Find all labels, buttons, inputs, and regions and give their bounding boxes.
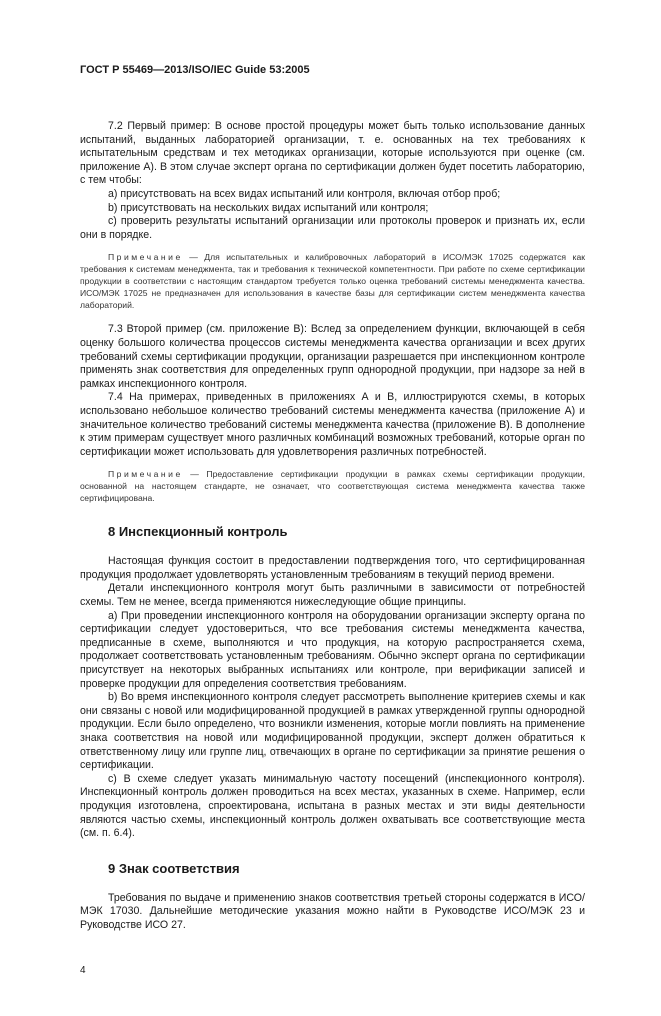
- list-item-c: c) В схеме следует указать минимальную частоту посещений (инспекционного контроля). Инспекционный контроль должен проводиться на всех местах, указанных в схеме. Например, если продукция изготовлена, спроектирована, испытана в разных местах и эти виды деятельности являются частью схемы, инспекционный контроль должен охватывать все соответствующие места (см. п. 6.4).: [80, 772, 585, 840]
- note-label: Примечание: [108, 252, 183, 263]
- list-item-c: c) проверить результаты испытаний организации или протоколы проверок и признать их, если они в порядке.: [80, 215, 585, 241]
- note-text: — Предоставление сертификации продукции в рамках схемы сертификации продукции, основанной на настоящем стандарте, не означает, что соответствующая система менеджмента качества также сертифицирована.: [80, 469, 585, 504]
- paragraph: Настоящая функция состоит в предоставлении подтверждения того, что сертифицированная продукция продолжает удовлетворять установленным требованиям в текущий период времени.: [80, 555, 585, 581]
- list-item-a: a) присутствовать на всех видах испытаний или контроля, включая отбор проб;: [108, 187, 501, 200]
- paragraph-7-4: 7.4 На примерах, приведенных в приложениях А и В, иллюстрируются схемы, в которых использовано небольшое количество требований системы менеджмента качества (приложение А) и значительное количество требований системы менеджмента качества (приложение В). В дополнение к этим примерам существует много различных комбинаций возможных требований, которые орган по сертификации может использовать для удовлетворения различных потребностей.: [80, 391, 585, 458]
- list-item-b: b) Во время инспекционного контроля следует рассмотреть выполнение критериев схемы и как они связаны с новой или модифицированной продукцией в рамках утвержденной группы однородной продукции. Если было определено, что возникли изменения, которые могли повлиять на применение знака соответствия на новой или модифицированной продукции, эксперт должен обратиться к ответственному лицу или группе лиц, отвечающих в органе по сертификации за принятие решения о сертификации.: [80, 691, 585, 772]
- page-number: 4: [80, 964, 86, 976]
- section-heading: 8 Инспекционный контроль: [108, 524, 288, 540]
- note-1: [80, 251, 585, 311]
- section-7-3-7-4: [80, 323, 585, 459]
- note-2: [80, 468, 585, 504]
- section-8: [80, 555, 585, 840]
- document-header: ГОСТ Р 55469—2013/ISO/IEC Guide 53:2005: [80, 64, 310, 76]
- section-9: [80, 892, 585, 933]
- paragraph: Детали инспекционного контроля могут быть различными в зависимости от потребностей схемы. Тем не менее, всегда применяются нижеследующие общие принципы.: [80, 582, 585, 609]
- note-label: Примечание: [108, 469, 183, 480]
- section-7-2: [80, 120, 585, 242]
- list-item-b: b) присутствовать на нескольких видах испытаний или контроля;: [108, 201, 429, 214]
- list-item-a: a) При проведении инспекционного контроля на оборудовании организации эксперту органа по сертификации следует удостовериться, что все требования системы менеджмента качества, предписанные в схеме, выполняются и что продукция, на которую распространяется схема, продолжает соответствовать установленным требованиям. Обычно эксперт органа по сертификации присутствует на некоторых выбранных испытаниях или контроле, при верификации записей и проверке продукции для определения соответствия требованиям.: [80, 609, 585, 690]
- note-text: — Для испытательных и калибровочных лабораторий в ИСО/МЭК 17025 содержатся как требования к системам менеджмента, так и требования к технической компетентности. При работе по схеме сертификации продукции в соответствии с настоящим стандартом требуется только оценка требований системы менеджмента качества. ИСО/МЭК 17025 не предназначен для использования в качестве базы для сертификации систем менеджмента качества лабораторий.: [80, 252, 585, 311]
- section-heading: 9 Знак соответствия: [108, 860, 240, 876]
- paragraph-7-3: 7.3 Второй пример (см. приложение В): Вслед за определением функции, включающей в себя оценку большого количества процессов системы менеджмента качества организации и всех других требований схемы сертификации продукции, организации разрешается при инспекционном контроле применять знак соответствия для определенных групп однородной продукции, при надзоре за ней в рамках инспекционного контроля.: [80, 323, 585, 390]
- paragraph: Требования по выдаче и применению знаков соответствия третьей стороны содержатся в ИСО/МЭК 17030. Дальнейшие методические указания можно найти в Руководстве ИСО/МЭК 23 и Руководстве ИСО 27.: [80, 891, 585, 931]
- paragraph-7-2: 7.2 Первый пример: В основе простой процедуры может быть только использование данных испытаний, выданных лабораторией организации, т. е. основанных на тех требованиях к испытательным средствам и тех методиках организации, которые используются при оценке (см. приложение А). В этом случае эксперт органа по сертификации должен будет посетить лабораторию, с тем чтобы:: [80, 120, 585, 187]
